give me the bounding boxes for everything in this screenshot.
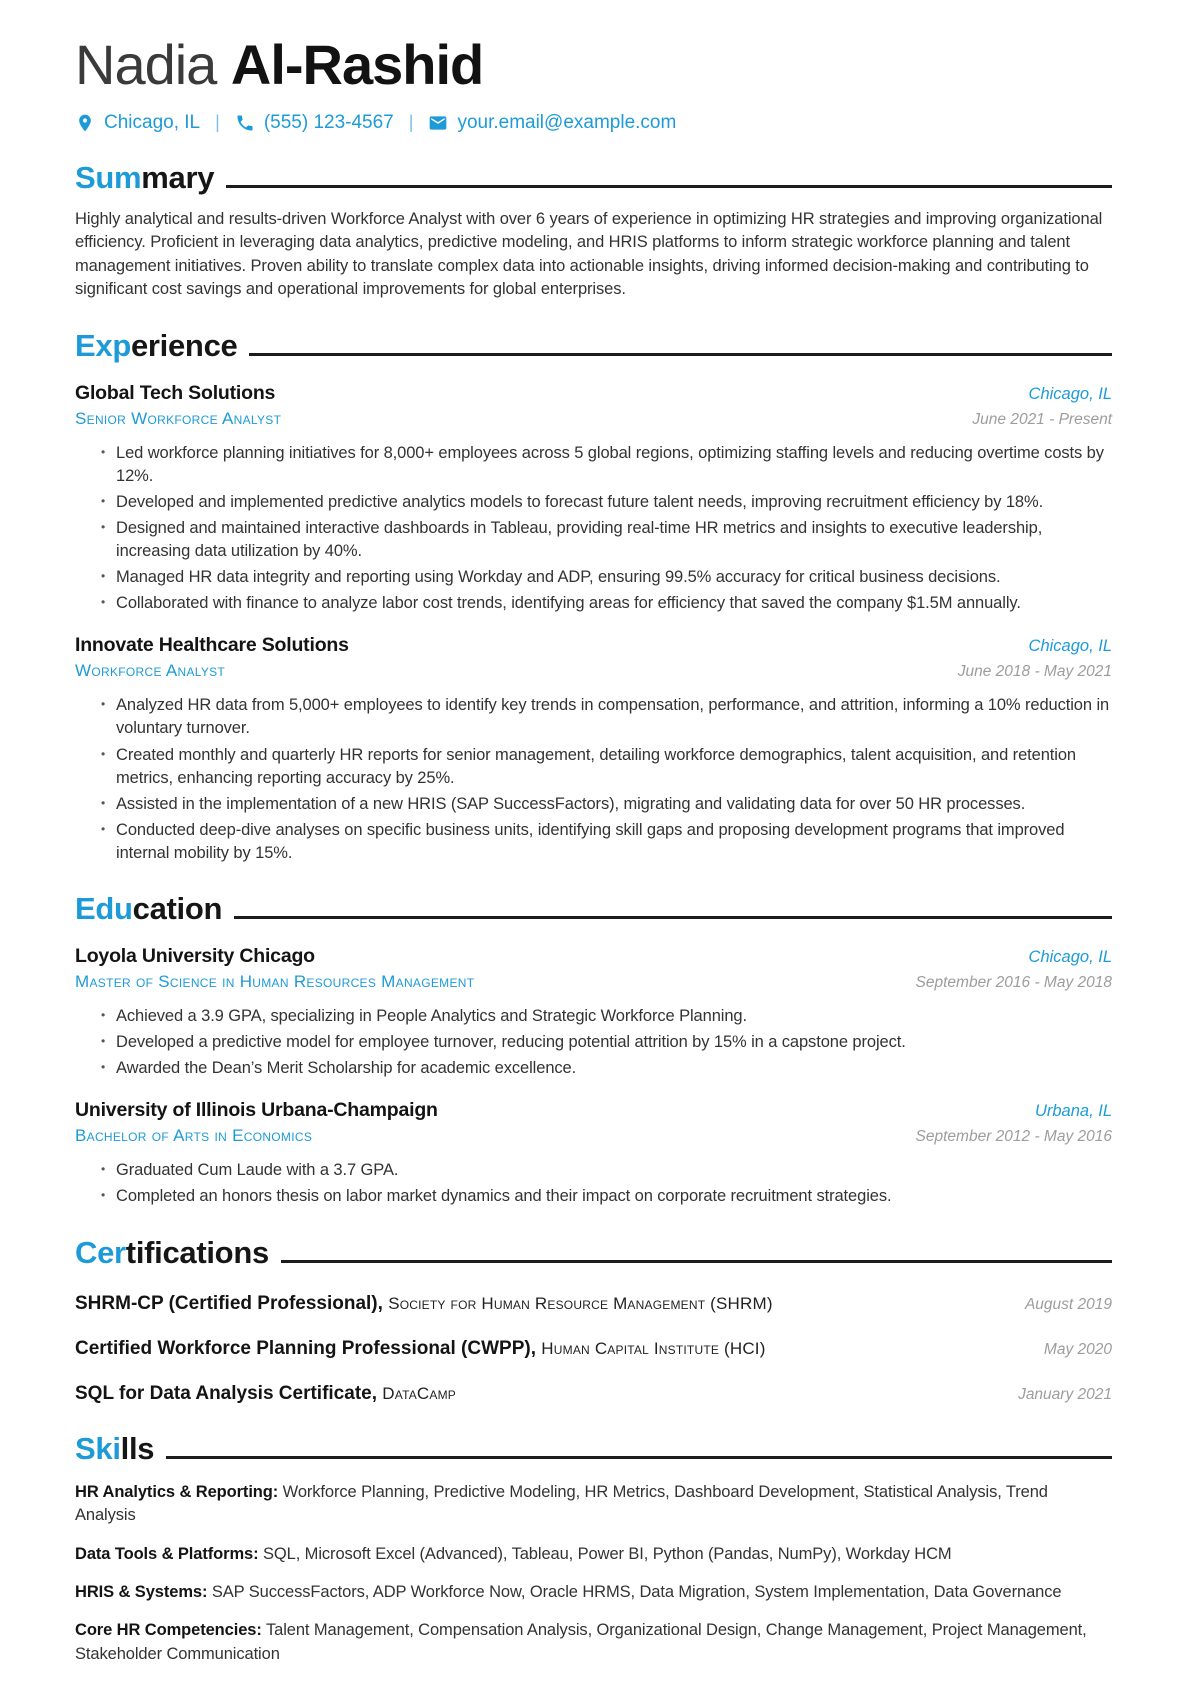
section-certifications (75, 1236, 1112, 1405)
education-entry-subheader (75, 1126, 1112, 1146)
bullet-item: • Analyzed HR data from 5,000+ employees to identify key trends in compensation, performance, and attrition, informing a 10% reduction in voluntary turnover. (116, 694, 1112, 740)
contact-divider: | (408, 112, 414, 133)
section-title-accent: Exp (75, 327, 131, 363)
bullet-item: • Managed HR data integrity and reporting using Workday and ADP, ensuring 99.5% accuracy for critical business decisions. (116, 566, 1112, 589)
school-location: Chicago, IL (1028, 948, 1112, 967)
certification-entry (75, 1293, 1112, 1315)
education-entry (75, 945, 1112, 1080)
skill-category-label: HR Analytics & Reporting: (75, 1482, 279, 1501)
skill-category-values: SAP SuccessFactors, ADP Workforce Now, Oracle HRMS, Data Migration, System Implementation, Data Governance (211, 1583, 1062, 1601)
company-name: Global Tech Solutions (75, 381, 276, 404)
school-name: Loyola University Chicago (75, 945, 315, 968)
job-location: Chicago, IL (1028, 637, 1112, 656)
bullet-item: • Designed and maintained interactive dashboards in Tableau, providing real-time HR metrics and insights to executive leadership, increasing data utilization by 40%. (116, 517, 1112, 563)
company-name: Innovate Healthcare Solutions (75, 634, 349, 657)
last-name: Al-Rashid (230, 33, 484, 96)
bullet-item: • Conducted deep-dive analyses on specific business units, identifying skill gaps and proposing development programs that improved internal mobility by 15%. (116, 819, 1112, 865)
section-rule (281, 1260, 1112, 1263)
experience-list (75, 382, 1112, 865)
bullet-item: • Graduated Cum Laude with a 3.7 GPA. (116, 1159, 1112, 1182)
contact-phone-text: (555) 123-4567 (263, 111, 394, 133)
job-dates: June 2021 - Present (972, 410, 1112, 428)
section-rule (234, 916, 1112, 919)
section-title-rest: erience (130, 327, 238, 363)
certification-text (75, 1338, 766, 1360)
section-title-accent: Edu (75, 890, 133, 926)
section-experience (75, 329, 1112, 865)
contact-email-text: your.email@example.com (457, 111, 677, 133)
certification-date: January 2021 (1018, 1385, 1112, 1403)
job-location: Chicago, IL (1028, 384, 1112, 403)
certification-entry (75, 1383, 1112, 1405)
bullet-item: • Led workforce planning initiatives for 8,000+ employees across 5 global regions, optimizing staffing levels and reducing overtime costs by 12%. (116, 442, 1112, 488)
skill-category-values: Talent Management, Compensation Analysis, Organizational Design, Change Management, Project Management, Stakeholder Communication (75, 1621, 1087, 1663)
location-pin-icon (75, 113, 95, 133)
education-dates: September 2016 - May 2018 (915, 974, 1112, 992)
degree-name: Bachelor of Arts in Economics (75, 1126, 313, 1146)
section-summary (75, 161, 1112, 302)
contact-phone (235, 112, 394, 134)
page-title (75, 33, 1112, 96)
education-bullet-list (75, 1005, 1112, 1080)
envelope-icon (428, 113, 448, 133)
experience-entry-subheader (75, 661, 1112, 681)
bullet-item: • Created monthly and quarterly HR reports for senior management, detailing workforce demographics, talent acquisition, and retention metrics, enhancing reporting accuracy by 25%. (116, 744, 1112, 790)
section-title-accent: Cer (75, 1234, 126, 1270)
contact-location-text: Chicago, IL (104, 111, 201, 133)
section-rule (226, 185, 1112, 188)
section-education (75, 892, 1112, 1209)
section-rule (249, 353, 1112, 356)
certification-issuer: Society for Human Resource Management (SHRM) (388, 1293, 773, 1313)
section-title-rest: lls (120, 1430, 155, 1466)
skill-category-values: Workforce Planning, Predictive Modeling, HR Metrics, Dashboard Development, Statistical Analysis, Trend Analysis (75, 1482, 1048, 1525)
job-dates: June 2018 - May 2021 (957, 663, 1112, 681)
bullet-item: • Developed and implemented predictive analytics models to forecast future talent needs, improving recruitment efficiency by 18%. (116, 491, 1112, 514)
section-title-summary (75, 161, 1112, 195)
section-title-certifications (75, 1236, 1112, 1270)
certification-name: SHRM-CP (Certified Professional) , (75, 1293, 388, 1314)
bullet-item: • Collaborated with finance to analyze labor cost trends, identifying areas for efficiency that saved the company $1.5M annually. (116, 592, 1112, 615)
skills-list (75, 1481, 1112, 1667)
certification-date: May 2020 (1043, 1340, 1112, 1358)
skill-category-label: Core HR Competencies: (75, 1621, 262, 1640)
skill-category (75, 1581, 1112, 1604)
certification-issuer: Human Capital Institute (HCI) (541, 1338, 766, 1358)
certification-issuer: DataCamp (382, 1383, 456, 1403)
certification-name: SQL for Data Analysis Certificate , (75, 1383, 382, 1404)
skill-category-label: Data Tools & Platforms: (75, 1544, 259, 1563)
section-title-experience (75, 329, 1112, 363)
school-name: University of Illinois Urbana-Champaign (75, 1099, 438, 1122)
section-title-rest: mary (141, 159, 215, 195)
section-title-accent: Sum (75, 159, 142, 195)
job-bullet-list (75, 442, 1112, 616)
job-title: Senior Workforce Analyst (75, 408, 282, 428)
experience-entry (75, 382, 1112, 616)
section-skills (75, 1432, 1112, 1667)
bullet-item: • Assisted in the implementation of a new HRIS (SAP SuccessFactors), migrating and validating data for over 50 HR processes. (116, 793, 1112, 816)
section-title-rest: cation (132, 890, 223, 926)
phone-icon (235, 113, 255, 133)
contact-divider: | (215, 112, 220, 133)
skill-category-label: HRIS & Systems: (75, 1583, 208, 1601)
section-title-skills (75, 1432, 1112, 1466)
experience-entry (75, 634, 1112, 865)
certification-entry (75, 1338, 1112, 1360)
education-entry-header (75, 945, 1112, 968)
certification-list (75, 1293, 1112, 1405)
resume-header (75, 33, 1112, 134)
skill-category-values: SQL, Microsoft Excel (Advanced), Tableau, Power BI, Python (Pandas, NumPy), Workday HCM (263, 1544, 952, 1563)
certification-text (75, 1383, 456, 1405)
school-location: Urbana, IL (1034, 1102, 1112, 1121)
skill-category (75, 1481, 1112, 1528)
first-name: Nadia (75, 33, 217, 96)
section-title-education (75, 892, 1112, 926)
section-rule (166, 1456, 1112, 1459)
education-bullet-list (75, 1159, 1112, 1208)
job-bullet-list (75, 694, 1112, 865)
skill-category (75, 1619, 1112, 1666)
experience-entry-subheader (75, 409, 1112, 429)
contact-location (75, 112, 200, 134)
education-entry-subheader (75, 972, 1112, 992)
education-list (75, 945, 1112, 1208)
experience-entry-header (75, 382, 1112, 405)
skill-category (75, 1543, 1112, 1566)
bullet-item: • Achieved a 3.9 GPA, specializing in People Analytics and Strategic Workforce Planning. (116, 1005, 1112, 1028)
education-entry (75, 1099, 1112, 1208)
experience-entry-header (75, 634, 1112, 657)
education-dates: September 2012 - May 2016 (915, 1128, 1112, 1146)
summary-text: Highly analytical and results-driven Workforce Analyst with over 6 years of experience in optimizing HR strategies and improving organizational efficiency. Proficient in leveraging data analytics, predictive modeling, and HRIS platforms to inform strategic workforce planning and talent management initiatives. Proven ability to translate complex data into actionable insights, driving informed decision-making and contributing to significant cost savings and operational improvements for global enterprises. (75, 209, 1103, 299)
bullet-item: • Awarded the Dean’s Merit Scholarship for academic excellence. (116, 1057, 1112, 1080)
degree-name: Master of Science in Human Resources Management (75, 972, 475, 992)
certification-name: Certified Workforce Planning Professional (CWPP) , (75, 1338, 541, 1359)
bullet-item: • Developed a predictive model for employee turnover, reducing potential attrition by 15% in a capstone project. (116, 1031, 1112, 1054)
job-title: Workforce Analyst (75, 661, 226, 681)
certification-text (75, 1293, 773, 1315)
section-title-rest: tifications (125, 1234, 269, 1270)
contact-row (75, 112, 1112, 134)
bullet-item: • Completed an honors thesis on labor market dynamics and their impact on corporate recruitment strategies. (116, 1185, 1112, 1208)
certification-date: August 2019 (1024, 1295, 1112, 1313)
education-entry-header (75, 1099, 1112, 1122)
contact-email (428, 112, 676, 134)
section-title-accent: Ski (75, 1430, 121, 1466)
